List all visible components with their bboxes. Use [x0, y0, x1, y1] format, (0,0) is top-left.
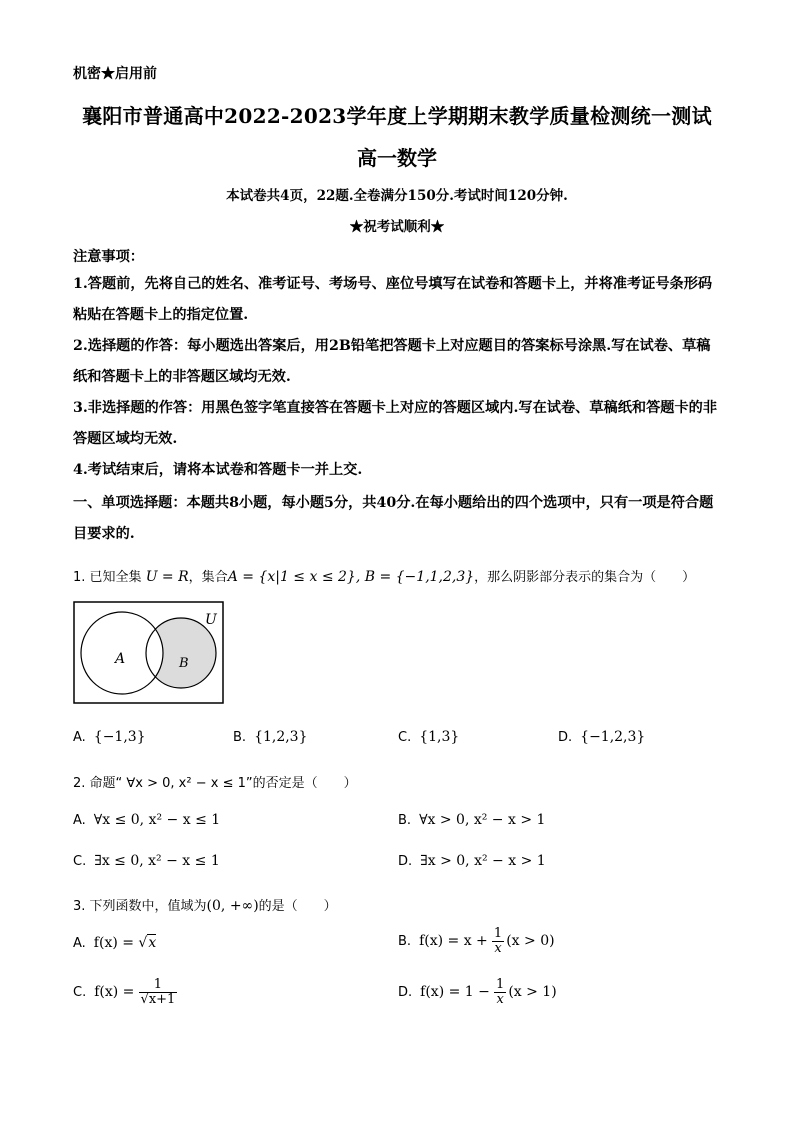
q1-sets: A = {x|1 ≤ x ≤ 2}, B = {−1,1,2,3}: [227, 569, 475, 585]
notice-heading: 注意事项：: [73, 249, 144, 265]
q2-option-a[interactable]: A. ∀x ≤ 0, x² − x ≤ 1: [73, 812, 221, 828]
q3-range: (0, +∞): [206, 898, 259, 914]
q3-d-fraction: $\frac{1}{x}$: [496, 977, 505, 1007]
q2-option-c[interactable]: C. ∃x ≤ 0, x² − x ≤ 1: [73, 853, 220, 869]
label-u: U: [205, 612, 217, 628]
q1-prefix: 1. 已知全集: [73, 570, 142, 585]
q1-universal-set: U = R: [145, 569, 189, 585]
q1-option-d[interactable]: D. {−1,2,3}: [558, 729, 646, 745]
q3-option-b[interactable]: B. f(x) = x + $\frac{1}{x}$ (x > 0): [398, 926, 555, 956]
q2-option-d[interactable]: D. ∃x > 0, x² − x > 1: [398, 853, 546, 869]
q1-mid: ，集合: [188, 570, 228, 585]
exam-title: 襄阳市普通高中2022-2023学年度上学期期末教学质量检测统一测试: [82, 104, 712, 128]
label-a: A: [115, 651, 126, 667]
notice-item-4: 4.考试结束后，请将本试卷和答题卡一并上交.: [73, 462, 363, 478]
q1-option-b[interactable]: B. {1,2,3}: [233, 729, 308, 745]
exam-info: 本试卷共4页，22题.全卷满分150分.考试时间120分钟.: [226, 188, 568, 204]
question-2-stem: 2. 命题“ ∀x > 0, x² − x ≤ 1”的否定是（ ）: [73, 776, 357, 791]
question-3-stem: 3. 下列函数中，值域为(0, +∞)的是（ ）: [73, 898, 337, 914]
question-1-stem: [73, 566, 695, 585]
label-b: B: [179, 656, 189, 671]
q2-option-b[interactable]: B. ∀x > 0, x² − x > 1: [398, 812, 546, 828]
q3-option-d[interactable]: D. f(x) = 1 − $\frac{1}{x}$ (x > 1): [398, 977, 557, 1007]
q1-suffix: ，那么阴影部分表示的集合为（ ）: [474, 570, 696, 585]
notice-item-1: 1.答题前，先将自己的姓名、准考证号、考场号、座位号填写在试卷和答题卡上，并将准考证号条形码粘贴在答题卡上的指定位置.: [73, 276, 713, 323]
exam-subject: 高一数学: [357, 146, 437, 170]
good-luck-line: ★祝考试顺利★: [349, 219, 445, 235]
q1-option-c[interactable]: C. {1,3}: [398, 729, 460, 745]
q1-option-a[interactable]: A. {−1,3}: [73, 729, 146, 745]
venn-diagram: [73, 601, 225, 705]
section-1-heading: 一、单项选择题：本题共8小题，每小题5分，共40分.在每小题给出的四个选项中，只有一项是符合题目要求的.: [73, 495, 714, 542]
q3-c-fraction: $\frac{1}{√x+1}$: [140, 977, 176, 1007]
q3-option-c[interactable]: C. f(x) = $\frac{1}{√x+1}$: [73, 977, 176, 1007]
notice-item-2: 2.选择题的作答：每小题选出答案后，用2B铅笔把答题卡上对应题目的答案标号涂黑.写在试卷、草稿纸和答题卡上的非答题区域均无效.: [73, 338, 711, 385]
confidential-label: 机密★启用前: [73, 66, 157, 82]
notice-item-3: 3.非选择题的作答：用黑色签字笔直接答在答题卡上对应的答题区域内.写在试卷、草稿纸和答题卡的非答题区域均无效.: [73, 400, 718, 447]
q3-b-fraction: $\frac{1}{x}$: [493, 926, 503, 956]
q3-option-a[interactable]: A. f(x) = √x: [73, 935, 157, 951]
